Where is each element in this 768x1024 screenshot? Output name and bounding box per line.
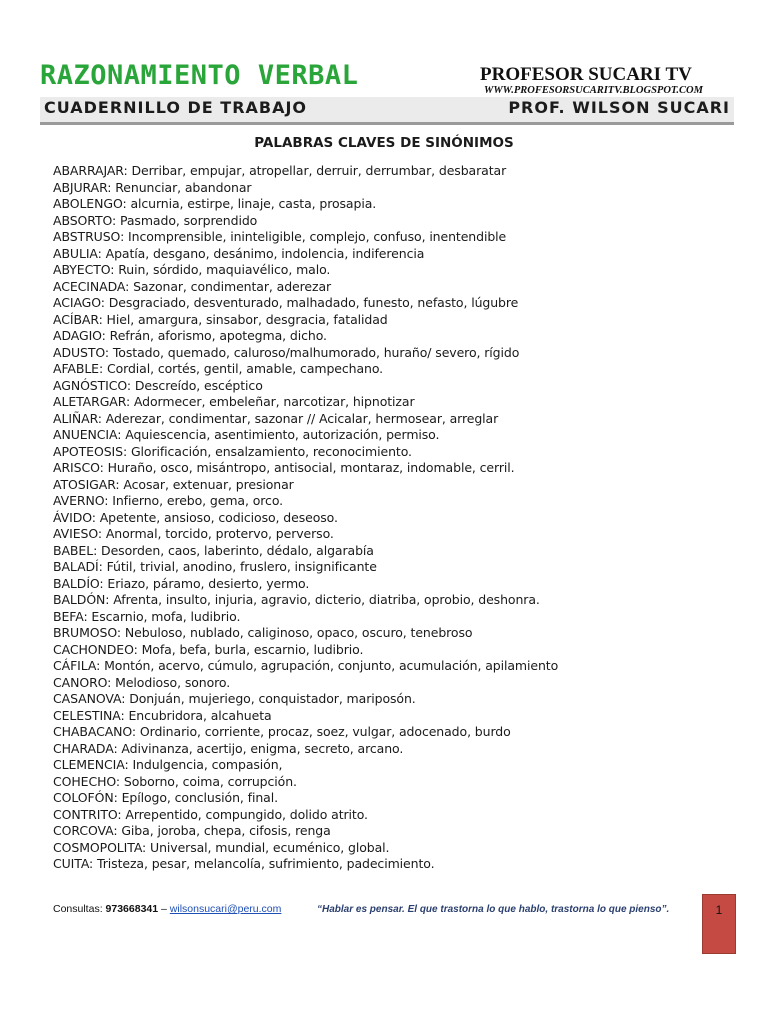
footer-quote: “Hablar es pensar. El que trastorna lo que hablo, trastorna lo que pienso”. bbox=[317, 904, 670, 915]
list-item: ATOSIGAR: Acosar, extenuar, presionar bbox=[53, 476, 294, 492]
list-item: ARISCO: Huraño, osco, misántropo, antisocial, montaraz, indomable, cerril. bbox=[53, 460, 515, 475]
list-item: ABYECTO: Ruin, sórdido, maquiavélico, malo. bbox=[53, 262, 331, 277]
list-item: CELESTINA: Encubridora, alcahueta bbox=[53, 707, 272, 723]
teacher-name: PROF. WILSON SUCARI bbox=[508, 98, 730, 117]
list-item: CASANOVA: Donjuán, mujeriego, conquistador, mariposón. bbox=[53, 691, 416, 706]
list-item: AGNÓSTICO: Descreído, escéptico bbox=[53, 377, 263, 393]
workbook-label: CUADERNILLO DE TRABAJO bbox=[44, 98, 308, 117]
list-item: CHARADA: Adivinanza, acertijo, enigma, secreto, arcano. bbox=[53, 740, 404, 756]
list-item: ACÍBAR: Hiel, amargura, sinsabor, desgracia, fatalidad bbox=[53, 311, 388, 327]
brand-url[interactable]: WWW.PROFESORSUCARITV.BLOGSPOT.COM bbox=[484, 85, 703, 96]
list-item: ADUSTO: Tostado, quemado, caluroso/malhumorado, huraño/ severo, rígido bbox=[53, 344, 520, 360]
list-item: BALDÓN: Afrenta, insulto, injuria, agravio, dicterio, diatriba, oprobio, deshonra. bbox=[53, 592, 540, 607]
list-item: CACHONDEO: Mofa, befa, burla, escarnio, ludibrio. bbox=[53, 641, 364, 657]
list-item: ABJURAR: Renunciar, abandonar bbox=[53, 179, 252, 195]
list-item: CORCOVA: Giba, joroba, chepa, cifosis, renga bbox=[53, 823, 331, 838]
list-item: AFABLE: Cordial, cortés, gentil, amable, campechano. bbox=[53, 361, 384, 376]
list-item: BABEL: Desorden, caos, laberinto, dédalo, algarabía bbox=[53, 542, 374, 558]
list-item: ABULIA: Apatía, desgano, desánimo, indolencia, indiferencia bbox=[53, 245, 425, 261]
list-item: BRUMOSO: Nebuloso, nublado, caliginoso, opaco, oscuro, tenebroso bbox=[53, 625, 473, 640]
contact-email-link[interactable]: wilsonsucari@peru.com bbox=[169, 903, 282, 915]
list-item: AVERNO: Infierno, erebo, gema, orco. bbox=[53, 493, 284, 508]
contact-label: Consultas: bbox=[53, 903, 103, 915]
list-item: BEFA: Escarnio, mofa, ludibrio. bbox=[53, 608, 241, 624]
list-item: ABSTRUSO: Incomprensible, ininteligible, complejo, confuso, inentendible bbox=[53, 229, 507, 244]
footer-contact bbox=[53, 903, 281, 915]
list-item: ABSORTO: Pasmado, sorprendido bbox=[53, 212, 258, 228]
list-item: AVIESO: Anormal, torcido, protervo, perverso. bbox=[53, 526, 334, 541]
list-item: ALETARGAR: Adormecer, embeleñar, narcotizar, hipnotizar bbox=[53, 394, 415, 409]
list-item: CÁFILA: Montón, acervo, cúmulo, agrupación, conjunto, acumulación, apilamiento bbox=[53, 658, 559, 673]
contact-separator: – bbox=[161, 903, 167, 915]
page-number-box bbox=[702, 894, 736, 954]
list-item: ACIAGO: Desgraciado, desventurado, malhadado, funesto, nefasto, lúgubre bbox=[53, 295, 519, 310]
list-item: ABARRAJAR: Derribar, empujar, atropellar, derruir, derrumbar, desbaratar bbox=[53, 163, 507, 178]
list-item: CLEMENCIA: Indulgencia, compasión, bbox=[53, 757, 283, 772]
list-item: ÁVIDO: Apetente, ansioso, codicioso, deseoso. bbox=[53, 509, 338, 525]
list-item: ANUENCIA: Aquiescencia, asentimiento, autorización, permiso. bbox=[53, 427, 440, 442]
list-item: CHABACANO: Ordinario, corriente, procaz, soez, vulgar, adocenado, burdo bbox=[53, 724, 511, 739]
page-number: 1 bbox=[715, 903, 723, 917]
list-item: BALDÍO: Eriazo, páramo, desierto, yermo. bbox=[53, 575, 310, 591]
synonym-list bbox=[53, 163, 743, 873]
document-title: RAZONAMIENTO VERBAL bbox=[40, 60, 359, 91]
list-item: ALIÑAR: Aderezar, condimentar, sazonar // Acicalar, hermosear, arreglar bbox=[53, 410, 499, 426]
list-item: CONTRITO: Arrepentido, compungido, dolido atrito. bbox=[53, 806, 368, 822]
list-item: ABOLENGO: alcurnia, estirpe, linaje, casta, prosapia. bbox=[53, 196, 377, 211]
list-item: COSMOPOLITA: Universal, mundial, ecuménico, global. bbox=[53, 839, 390, 855]
list-item: CANORO: Melodioso, sonoro. bbox=[53, 674, 231, 690]
list-item: COLOFÓN: Epílogo, conclusión, final. bbox=[53, 790, 278, 805]
list-item: CUITA: Tristeza, pesar, melancolía, sufrimiento, padecimiento. bbox=[53, 856, 435, 871]
brand-name: PROFESOR SUCARI TV bbox=[480, 64, 692, 85]
section-title: PALABRAS CLAVES DE SINÓNIMOS bbox=[254, 135, 514, 151]
contact-phone: 973668341 bbox=[105, 903, 159, 915]
header-band bbox=[40, 97, 734, 125]
list-item: ACECINADA: Sazonar, condimentar, aderezar bbox=[53, 278, 332, 294]
list-item: COHECHO: Soborno, coima, corrupción. bbox=[53, 773, 297, 789]
list-item: APOTEOSIS: Glorificación, ensalzamiento, reconocimiento. bbox=[53, 443, 412, 459]
list-item: ADAGIO: Refrán, aforismo, apotegma, dicho. bbox=[53, 328, 327, 343]
list-item: BALADÍ: Fútil, trivial, anodino, fruslero, insignificante bbox=[53, 559, 377, 574]
